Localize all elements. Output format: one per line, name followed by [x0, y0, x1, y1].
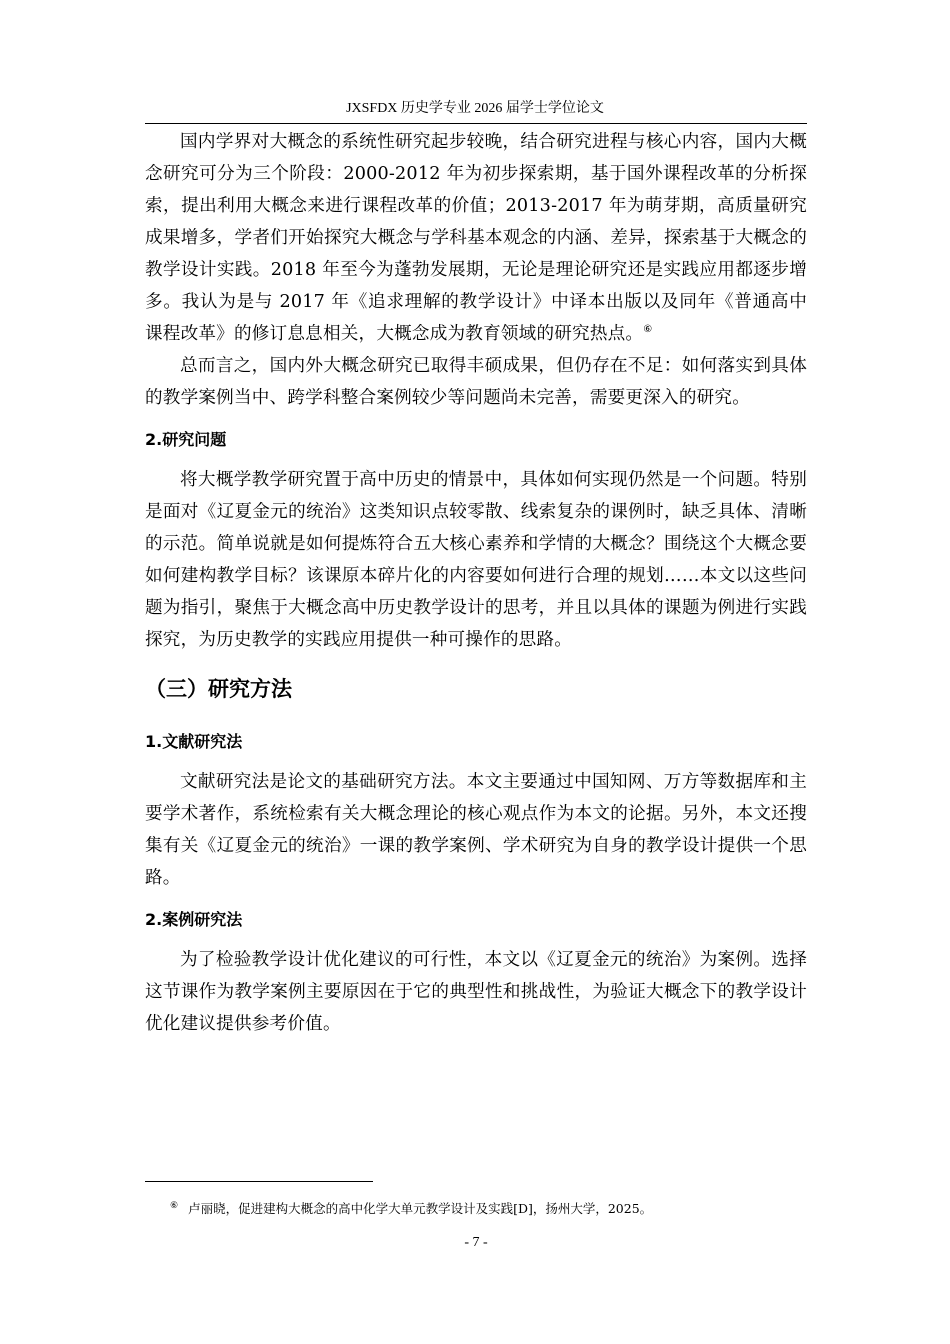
paragraph-case-method: 为了检验教学设计优化建议的可行性，本文以《辽夏金元的统治》为案例。选择这节课作为教学案例主要原因在于它的典型性和挑战性，为验证大概念下的教学设计优化建议提供参考价值。 — [145, 950, 807, 1034]
footnote — [170, 1200, 810, 1218]
section-heading-literature-method: 1.文献研究法 — [145, 732, 243, 751]
paragraph-summary: 总而言之，国内外大概念研究已取得丰硕成果，但仍存在不足：如何落实到具体的教学案例当中、跨学科整合案例较少等问题尚未完善，需要更深入的研究。 — [145, 356, 807, 408]
spacer — [145, 656, 807, 674]
section-heading-research-problem: 2.研究问题 — [145, 430, 227, 449]
footnote-reference[interactable]: ⑥ — [643, 324, 653, 336]
running-header: JXSFDX 历史学专业 2026 届学士学位论文 — [346, 101, 604, 116]
page-number: - 7 - — [464, 1235, 488, 1250]
paragraph-domestic-research — [145, 126, 807, 350]
spacer — [145, 704, 807, 730]
section-heading-research-methods: （三）研究方法 — [145, 677, 292, 701]
spacer — [145, 452, 807, 464]
spacer — [145, 932, 807, 944]
section-heading-case-method: 2.案例研究法 — [145, 910, 243, 929]
header-rule — [145, 123, 807, 124]
paragraph-text: 国内学界对大概念的系统性研究起步较晚，结合研究进程与核心内容，国内大概念研究可分为三个阶段：2000-2012 年为初步探索期，基于国外课程改革的分析探索，提出利用大概念来进行课程改革的价值；2013-2017 年为萌芽期，高质量研究成果增多，学者们开始探究大概念与学科基本观念的内涵、差异，探索基于大概念的教学设计实践。2018 年至今为蓬勃发展期，无论是理论研究还是实践应用都逐步增多。我认为是与 2017 年《追求理解的教学设计》中译本出版以及同年《普通高中课程改革》的修订息息相关，大概念成为教育领域的研究热点。 — [145, 132, 807, 344]
spacer — [145, 894, 807, 908]
footnote-rule — [145, 1181, 373, 1182]
spacer — [145, 414, 807, 428]
spacer — [145, 754, 807, 766]
footnote-mark: ⑥ — [170, 1200, 179, 1211]
body-text — [145, 126, 807, 1040]
paragraph-research-problem: 将大概学教学研究置于高中历史的情景中，具体如何实现仍然是一个问题。特别是面对《辽夏金元的统治》这类知识点较零散、线索复杂的课例时，缺乏具体、清晰的示范。简单说就是如何提炼符合五大核心素养和学情的大概念？围绕这个大概念要如何建构教学目标？该课原本碎片化的内容要如何进行合理的规划……本文以这些问题为指引，聚焦于大概念高中历史教学设计的思考，并且以具体的课题为例进行实践探究，为历史教学的实践应用提供一种可操作的思路。 — [145, 470, 807, 650]
paragraph-literature-method: 文献研究法是论文的基础研究方法。本文主要通过中国知网、万方等数据库和主要学术著作，系统检索有关大概念理论的核心观点作为本文的论据。另外，本文还搜集有关《辽夏金元的统治》一课的教学案例、学术研究为自身的教学设计提供一个思路。 — [145, 772, 807, 888]
footnote-text: 卢丽晓，促进建构大概念的高中化学大单元教学设计及实践[D]，扬州大学，2025。 — [188, 1201, 653, 1216]
